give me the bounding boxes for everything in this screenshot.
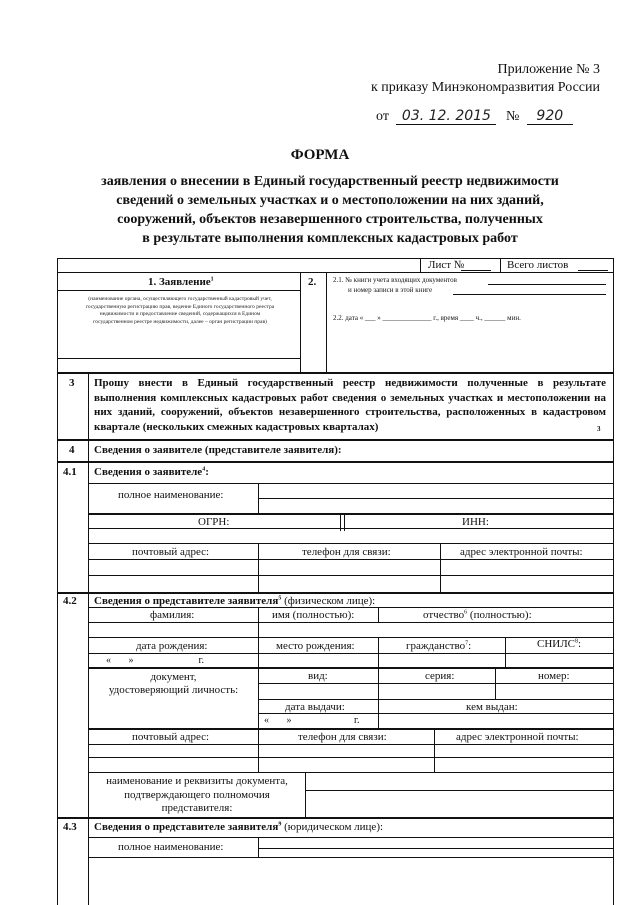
number-prefix: № [505,109,520,124]
form-title [60,172,600,248]
section43-title: Сведения о представителе заявителя$^9$ (юридическом лице): [94,821,384,833]
rep-doc-kind-label: вид: [308,670,328,682]
legal-rep-full-name-label: полное наименование: [118,841,224,853]
date-prefix: от [376,109,389,124]
rep-authority-doc-label: наименование и реквизиты документа, подтверждающего полномочия представителя: [106,775,288,814]
applicant-postal-label: почтовый адрес: [132,546,210,558]
registration-authority-note: (наименование органа, осуществляющего государственный кадастровый учет, государственную регистрацию прав, ведение Единого государственного реестра недвижимости и предоставление сведений, содержащихся в Едином государственном реестре недвижимости, далее – орган регистрации прав) [85,296,275,325]
title-line-3: сооружений, объектов незавершенного строительства, полученных [117,212,543,227]
section4-title: Сведения о заявителе (представителе заявителя): [94,444,342,456]
applicant-full-name-label: полное наименование: [118,489,224,501]
applicant-email-label: адрес электронной почты: [460,546,583,558]
applicant-full-name-field[interactable] [260,484,612,512]
receipt-datetime-label: 2.2. дата « ___ » ______________ г., время ____ ч., ______ мин. [333,314,521,322]
rep-email-field[interactable] [436,745,612,771]
sheet-number-field[interactable] [461,270,491,271]
section4-number: 4 [69,444,75,456]
rep-email-label: адрес электронной почты: [456,731,579,743]
rep-doc-number-label: номер: [538,670,570,682]
title-line-2: сведений о земельных участках и о местоположении на них зданий, [116,193,544,208]
rep-issue-date-field[interactable]: « » г. [264,715,360,726]
rep-patronymic-label: отчество$^6$ (полностью): [423,609,532,621]
applicant-phone-field[interactable] [260,560,439,591]
section43-number: 4.3 [63,821,77,833]
rep-snils-field[interactable] [507,654,612,666]
section3-number: 3 [69,377,75,389]
rep-citizenship-field[interactable] [380,654,504,666]
rep-dob-label: дата рождения: [136,640,208,652]
record-number-label: и номер записи в этой книге [348,286,433,294]
rep-name-field[interactable] [260,623,377,636]
rep-issue-date-label: дата выдачи: [285,701,345,713]
applicant-postal-field[interactable] [90,560,257,591]
sheet-total-label: Всего листов [507,259,569,271]
appendix-label: Приложение № 3 [497,62,600,77]
rep-phone-field[interactable] [260,745,433,771]
sheet-total-field[interactable] [578,270,608,271]
book-number-label: 2.1. № книги учета входящих документов [333,276,457,284]
order-date-line [376,108,573,125]
rep-authority-doc-field[interactable] [307,773,612,816]
rep-patronymic-field[interactable] [380,623,612,636]
rep-doc-number-field[interactable] [497,684,612,698]
record-number-field[interactable] [453,294,606,295]
order-date: 03. 12. 2015 [396,108,496,125]
rep-doc-kind-field[interactable] [260,684,377,698]
order-label: к приказу Минэкономразвития России [370,80,600,95]
rep-name-label: имя (полностью): [272,609,355,621]
section1-title: 1. Заявление$^1$ [148,276,214,288]
applicant-phone-label: телефон для связи: [302,546,391,558]
rep-doc-series-label: серия: [425,670,455,682]
title-line-1: заявления о внесении в Единый государственный реестр недвижимости [101,174,559,189]
rep-pob-field[interactable] [260,654,377,666]
rep-postal-label: почтовый адрес: [132,731,210,743]
applicant-inn-field[interactable] [346,529,612,542]
rep-surname-label: фамилия: [150,609,195,621]
form-heading: ФОРМА [290,147,350,163]
rep-dob-field[interactable]: « » г. [106,655,204,666]
rep-citizenship-label: гражданство$^7$: [406,640,472,652]
rep-pob-label: место рождения: [276,640,355,652]
book-number-field[interactable] [488,284,606,285]
sheet-number-label: Лист № [428,259,465,271]
legal-rep-full-name-field[interactable] [260,838,612,856]
section2-number: 2. [308,276,317,288]
request-footnote-ref: 3 [597,425,601,433]
applicant-ogrn-label: ОГРН: [198,516,230,528]
applicant-ogrn-field[interactable] [90,529,340,542]
rep-identity-doc-label: документ, удостоверяющий личность: [108,671,239,696]
request-statement: Прошу внести в Единый государственный реестр недвижимости полученные в результате выполнения комплексных кадастровых работ сведения о земельных участках и местоположении на них зданий, сооружений, объектов незавершенного строительства, расположенных в кадастровом квартале (нескольких смежных кадастровых кварталах) [94,377,606,433]
section42-number: 4.2 [63,595,77,607]
title-line-4: в результате выполнения комплексных кадастровых работ [142,231,518,246]
section41-title: Сведения о заявителе$^4$: [94,466,209,478]
rep-issued-by-field[interactable] [380,714,612,727]
order-number: 920 [527,108,573,125]
section42-title: Сведения о представителе заявителя$^5$ (физическом лице): [94,595,376,607]
rep-surname-field[interactable] [90,623,257,636]
applicant-inn-label: ИНН: [462,516,489,528]
rep-snils-label: СНИЛС$^8$: [537,638,582,650]
rep-postal-field[interactable] [90,745,257,771]
rep-phone-label: телефон для связи: [298,731,387,743]
applicant-email-field[interactable] [442,560,612,591]
section41-number: 4.1 [63,466,77,478]
rep-doc-series-field[interactable] [380,684,494,698]
rep-issued-by-label: кем выдан: [466,701,518,713]
